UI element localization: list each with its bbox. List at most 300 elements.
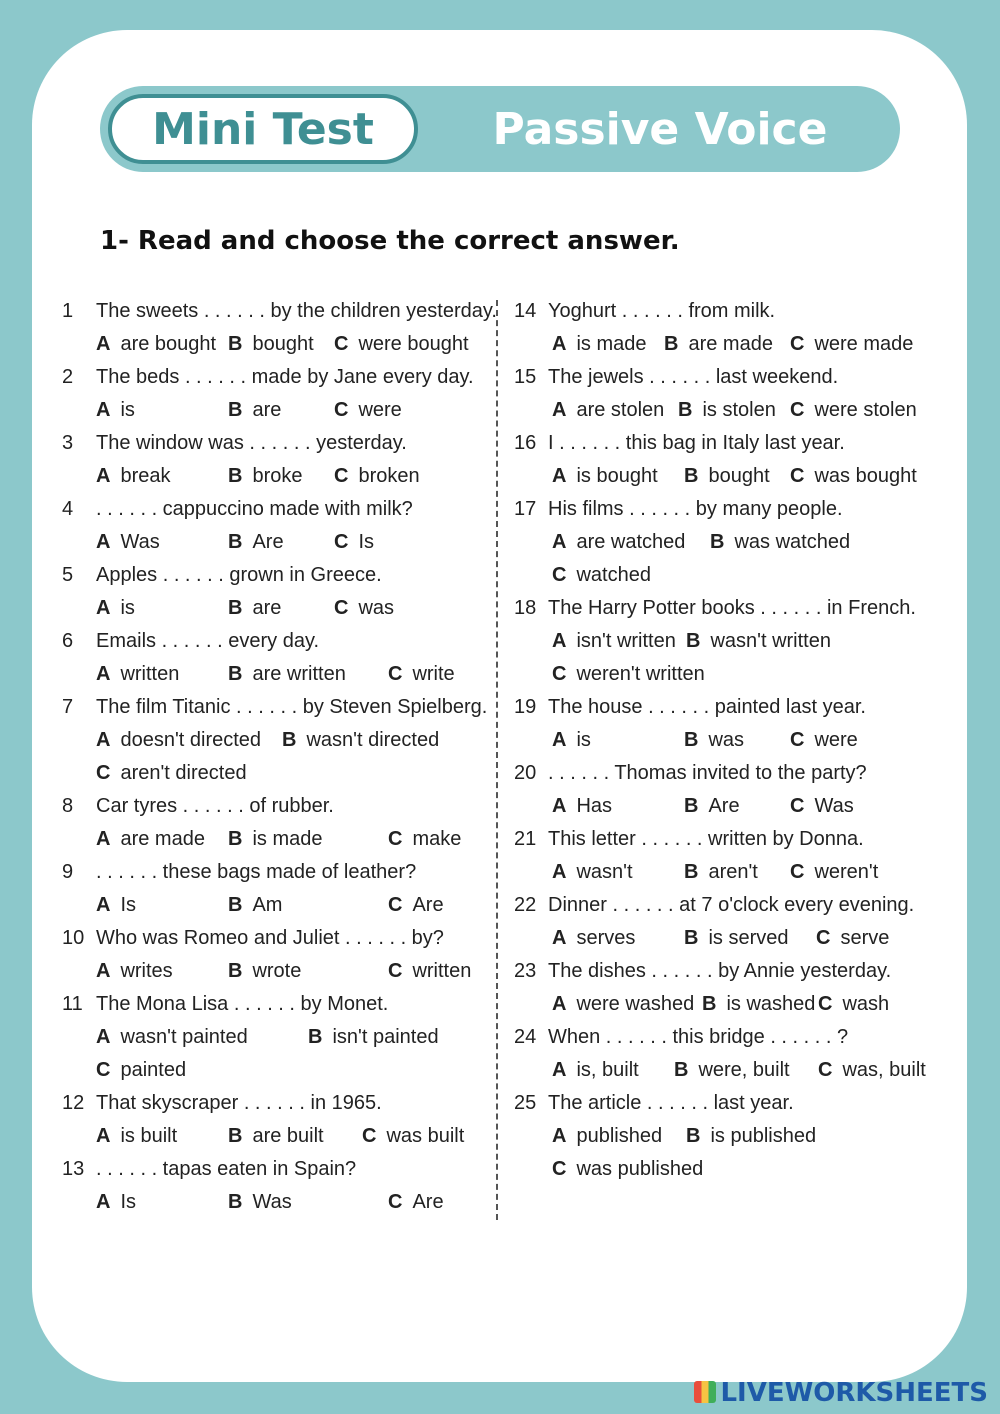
question-number: 20 (514, 762, 537, 784)
option-letter: B (674, 1059, 689, 1081)
question-number: 19 (514, 696, 537, 718)
option-letter: A (96, 663, 111, 685)
answer-options-row (514, 526, 934, 559)
option-letter: C (334, 399, 349, 421)
option-text: is washed (726, 993, 816, 1015)
question-text: When . . . . . . this bridge . . . . . . ? (548, 1026, 849, 1048)
answer-option-c[interactable] (334, 460, 420, 493)
question-text: The house . . . . . . painted last year. (548, 696, 866, 718)
question-1 (62, 295, 497, 328)
option-text: wasn't painted (120, 1026, 248, 1048)
option-text: is built (120, 1125, 178, 1147)
question-text: The article . . . . . . last year. (548, 1092, 794, 1114)
option-letter: A (96, 465, 111, 487)
question-text: Apples . . . . . . grown in Greece. (96, 564, 382, 586)
answer-option-b[interactable] (684, 922, 788, 955)
answer-options-row (514, 394, 934, 427)
option-letter: B (228, 894, 243, 916)
question-21 (514, 823, 934, 856)
option-text: are (252, 399, 282, 421)
answer-option-b[interactable] (228, 460, 302, 493)
option-text: were washed (576, 993, 695, 1015)
option-letter: C (790, 399, 805, 421)
option-text: Are (412, 1191, 444, 1213)
column-divider (496, 300, 498, 1220)
answer-options-row (514, 790, 934, 823)
answer-option-a[interactable] (552, 460, 658, 493)
instruction-heading: 1- Read and choose the correct answer. (100, 226, 680, 256)
answer-option-a[interactable] (552, 988, 694, 1021)
option-letter: B (228, 597, 243, 619)
option-text: was (358, 597, 395, 619)
answer-option-a[interactable] (552, 394, 664, 427)
answer-option-b[interactable] (228, 1120, 324, 1153)
option-text: Is (120, 894, 137, 916)
answer-option-a[interactable] (552, 724, 591, 757)
option-text: painted (120, 1059, 187, 1081)
answer-options-row (62, 394, 487, 427)
answer-option-c[interactable] (790, 724, 858, 757)
answer-option-b[interactable] (678, 394, 776, 427)
answer-option-c[interactable] (790, 790, 854, 823)
option-letter: B (702, 993, 717, 1015)
title-passive-voice: Passive Voice (492, 103, 828, 155)
option-letter: C (388, 1191, 403, 1213)
option-text: is made (252, 828, 323, 850)
question-text: The window was . . . . . . yesterday. (96, 432, 407, 454)
question-text: Dinner . . . . . . at 7 o'clock every evening. (548, 894, 915, 916)
option-letter: B (686, 1125, 701, 1147)
answer-option-c[interactable] (334, 526, 374, 559)
answer-options-row (62, 823, 487, 856)
answer-option-c[interactable] (790, 394, 917, 427)
option-letter: C (362, 1125, 377, 1147)
question-16 (514, 427, 934, 460)
question-text: Yoghurt . . . . . . from milk. (548, 300, 776, 322)
answer-option-b[interactable] (228, 823, 322, 856)
option-letter: B (228, 960, 243, 982)
option-letter: A (96, 828, 111, 850)
answer-option-c[interactable] (552, 1153, 703, 1186)
question-number: 5 (62, 564, 74, 586)
answer-option-c[interactable] (334, 328, 469, 361)
answer-options-row (62, 526, 487, 559)
answer-option-c[interactable] (334, 394, 402, 427)
question-8 (62, 790, 487, 823)
option-letter: C (790, 729, 805, 751)
option-text: is made (576, 333, 647, 355)
option-letter: B (684, 795, 699, 817)
option-text: aren't (708, 861, 758, 883)
answer-option-a[interactable] (96, 658, 179, 691)
answer-options-row (514, 328, 934, 361)
option-letter: A (552, 795, 567, 817)
question-3 (62, 427, 487, 460)
answer-option-b[interactable] (228, 328, 314, 361)
option-letter: B (678, 399, 693, 421)
answer-option-b[interactable] (684, 856, 758, 889)
option-text: was published (576, 1158, 704, 1180)
option-letter: B (228, 531, 243, 553)
answer-options-row (514, 625, 934, 658)
option-letter: C (334, 597, 349, 619)
option-text: watched (576, 564, 651, 586)
question-number: 17 (514, 498, 537, 520)
answer-option-b[interactable] (228, 592, 281, 625)
question-number: 15 (514, 366, 537, 388)
answer-option-b[interactable] (674, 1054, 790, 1087)
answer-options-row (62, 328, 487, 361)
question-number: 4 (62, 498, 74, 520)
answer-option-c[interactable] (552, 658, 705, 691)
answer-options-row (62, 592, 487, 625)
option-text: are watched (576, 531, 686, 553)
option-text: Am (252, 894, 283, 916)
answer-option-a[interactable] (96, 1186, 136, 1219)
question-text: Car tyres . . . . . . of rubber. (96, 795, 334, 817)
option-text: are made (120, 828, 205, 850)
option-text: is, built (576, 1059, 639, 1081)
answer-options-row (62, 1186, 487, 1219)
option-letter: B (308, 1026, 323, 1048)
option-letter: A (552, 927, 567, 949)
question-number: 14 (514, 300, 537, 322)
option-text: bought (252, 333, 314, 355)
question-23 (514, 955, 934, 988)
question-14 (514, 295, 934, 328)
option-letter: B (710, 531, 725, 553)
answer-option-a[interactable] (96, 1021, 248, 1054)
question-20 (514, 757, 934, 790)
answer-option-c[interactable] (388, 955, 471, 988)
option-text: write (412, 663, 455, 685)
option-letter: C (388, 960, 403, 982)
answer-option-c[interactable] (96, 1054, 186, 1087)
question-2 (62, 361, 487, 394)
question-number: 7 (62, 696, 74, 718)
option-text: is (120, 399, 135, 421)
answer-option-b[interactable] (228, 526, 284, 559)
answer-option-a[interactable] (552, 1054, 639, 1087)
question-number: 8 (62, 795, 74, 817)
answer-option-c[interactable] (818, 1054, 926, 1087)
question-text: The sweets . . . . . . by the children yesterday. (96, 300, 497, 322)
question-text: The Harry Potter books . . . . . . in French. (548, 597, 916, 619)
question-text: This letter . . . . . . written by Donna. (548, 828, 864, 850)
answer-options-row (62, 757, 487, 790)
answer-options-row (62, 724, 487, 757)
answer-option-a[interactable] (96, 328, 216, 361)
option-text: wash (842, 993, 890, 1015)
answer-options-row (514, 460, 934, 493)
answer-option-b[interactable] (684, 460, 770, 493)
option-text: are made (688, 333, 773, 355)
answer-option-c[interactable] (790, 460, 917, 493)
answer-option-a[interactable] (552, 526, 685, 559)
answer-option-c[interactable] (790, 856, 878, 889)
option-text: is (576, 729, 591, 751)
option-letter: C (334, 333, 349, 355)
question-5 (62, 559, 487, 592)
option-text: wasn't written (710, 630, 831, 652)
option-letter: C (388, 828, 403, 850)
question-number: 3 (62, 432, 74, 454)
answer-option-a[interactable] (96, 724, 261, 757)
answer-options-row (62, 955, 487, 988)
option-letter: B (684, 861, 699, 883)
option-text: is bought (576, 465, 658, 487)
option-text: is served (708, 927, 789, 949)
option-text: are bought (120, 333, 217, 355)
option-letter: A (552, 333, 567, 355)
question-text: . . . . . . Thomas invited to the party? (548, 762, 867, 784)
answer-option-c[interactable] (362, 1120, 464, 1153)
question-4 (62, 493, 487, 526)
answer-option-a[interactable] (96, 394, 135, 427)
answer-option-a[interactable] (96, 1120, 177, 1153)
option-text: are written (252, 663, 346, 685)
option-letter: A (96, 960, 111, 982)
option-text: isn't written (576, 630, 676, 652)
option-text: is stolen (702, 399, 776, 421)
question-number: 12 (62, 1092, 85, 1114)
question-17 (514, 493, 934, 526)
answer-options-row (62, 658, 487, 691)
answer-option-b[interactable] (228, 394, 281, 427)
option-letter: A (552, 1059, 567, 1081)
option-letter: C (96, 762, 111, 784)
option-text: are stolen (576, 399, 665, 421)
option-text: were made (814, 333, 914, 355)
option-letter: A (96, 399, 111, 421)
answer-option-a[interactable] (96, 592, 135, 625)
option-letter: C (790, 795, 805, 817)
option-text: weren't written (576, 663, 705, 685)
option-letter: C (790, 333, 805, 355)
answer-option-a[interactable] (552, 856, 633, 889)
question-number: 21 (514, 828, 537, 850)
option-letter: A (552, 729, 567, 751)
answer-option-c[interactable] (790, 328, 913, 361)
answer-options-row (62, 1054, 487, 1087)
question-text: . . . . . . cappuccino made with milk? (96, 498, 413, 520)
option-letter: C (552, 663, 567, 685)
question-number: 13 (62, 1158, 85, 1180)
answer-option-b[interactable] (228, 658, 346, 691)
option-text: weren't (814, 861, 879, 883)
answer-option-c[interactable] (334, 592, 394, 625)
option-text: Is (358, 531, 375, 553)
option-letter: A (96, 1191, 111, 1213)
question-18 (514, 592, 934, 625)
question-number: 24 (514, 1026, 537, 1048)
option-text: were stolen (814, 399, 917, 421)
answer-options-row (62, 1120, 487, 1153)
option-letter: B (228, 1125, 243, 1147)
answer-option-b[interactable] (308, 1021, 439, 1054)
question-number: 10 (62, 927, 85, 949)
answer-option-c[interactable] (388, 889, 444, 922)
option-letter: A (552, 861, 567, 883)
question-13 (62, 1153, 487, 1186)
question-text: The beds . . . . . . made by Jane every day. (96, 366, 474, 388)
question-number: 22 (514, 894, 537, 916)
option-letter: B (282, 729, 297, 751)
option-letter: B (228, 465, 243, 487)
question-number: 1 (62, 300, 74, 322)
option-text: are built (252, 1125, 324, 1147)
option-text: isn't painted (332, 1026, 439, 1048)
answer-options-row (514, 1054, 934, 1087)
question-number: 6 (62, 630, 74, 652)
option-letter: A (96, 531, 111, 553)
answer-option-b[interactable] (228, 955, 301, 988)
answer-option-a[interactable] (96, 526, 160, 559)
question-15 (514, 361, 934, 394)
option-text: wasn't (576, 861, 633, 883)
answer-option-a[interactable] (552, 625, 676, 658)
question-9 (62, 856, 487, 889)
answer-options-row (62, 1021, 487, 1054)
answer-option-c[interactable] (816, 922, 889, 955)
option-text: Are (252, 531, 284, 553)
answer-option-b[interactable] (228, 1186, 292, 1219)
question-10 (62, 922, 487, 955)
option-letter: A (552, 993, 567, 1015)
option-text: is (120, 597, 135, 619)
option-text: written (120, 663, 180, 685)
option-text: were (814, 729, 858, 751)
answer-options-row (514, 559, 934, 592)
title-mini-test: Mini Test (108, 94, 418, 164)
question-number: 23 (514, 960, 537, 982)
answer-option-c[interactable] (818, 988, 889, 1021)
question-25 (514, 1087, 934, 1120)
option-letter: A (552, 1125, 567, 1147)
option-text: writes (120, 960, 173, 982)
option-text: broken (358, 465, 420, 487)
option-letter: A (552, 630, 567, 652)
option-text: Was (120, 531, 160, 553)
option-text: serves (576, 927, 636, 949)
option-letter: B (664, 333, 679, 355)
answer-option-a[interactable] (552, 922, 635, 955)
answer-option-b[interactable] (684, 724, 744, 757)
questions-column-left (62, 295, 497, 1219)
option-letter: B (228, 333, 243, 355)
answer-option-a[interactable] (96, 889, 136, 922)
answer-option-b[interactable] (710, 526, 850, 559)
option-letter: A (96, 597, 111, 619)
option-text: Was (252, 1191, 292, 1213)
answer-options-row (62, 889, 487, 922)
option-text: was, built (842, 1059, 926, 1081)
option-letter: B (684, 927, 699, 949)
option-letter: A (96, 894, 111, 916)
answer-option-a[interactable] (96, 955, 173, 988)
option-letter: C (334, 531, 349, 553)
answer-option-b[interactable] (686, 1120, 816, 1153)
answer-option-b[interactable] (664, 328, 773, 361)
option-text: were, built (698, 1059, 790, 1081)
answer-option-b[interactable] (686, 625, 831, 658)
option-text: was watched (734, 531, 851, 553)
option-text: aren't directed (120, 762, 247, 784)
answer-options-row (514, 922, 934, 955)
answer-option-b[interactable] (228, 889, 282, 922)
option-text: Are (412, 894, 444, 916)
option-letter: B (228, 1191, 243, 1213)
option-letter: C (790, 465, 805, 487)
option-letter: B (228, 828, 243, 850)
question-text: The jewels . . . . . . last weekend. (548, 366, 839, 388)
question-12 (62, 1087, 487, 1120)
answer-options-row (514, 988, 934, 1021)
answer-option-c[interactable] (552, 559, 651, 592)
option-letter: C (816, 927, 831, 949)
question-text: Emails . . . . . . every day. (96, 630, 320, 652)
option-text: were (358, 399, 402, 421)
option-letter: A (552, 399, 567, 421)
answer-options-row (514, 1120, 934, 1153)
option-letter: B (686, 630, 701, 652)
question-11 (62, 988, 487, 1021)
option-text: wrote (252, 960, 302, 982)
title-banner (100, 86, 900, 172)
answer-options-row (514, 1153, 934, 1186)
answer-options-row (514, 658, 934, 691)
answer-option-b[interactable] (282, 724, 439, 757)
answer-option-a[interactable] (552, 790, 612, 823)
option-letter: A (96, 333, 111, 355)
answer-options-row (514, 856, 934, 889)
question-number: 25 (514, 1092, 537, 1114)
answer-option-c[interactable] (388, 658, 455, 691)
question-19 (514, 691, 934, 724)
option-text: broke (252, 465, 303, 487)
question-text: The film Titanic . . . . . . by Steven Spielberg. (96, 696, 488, 718)
question-text: I . . . . . . this bag in Italy last year. (548, 432, 845, 454)
option-text: make (412, 828, 462, 850)
option-text: was built (386, 1125, 465, 1147)
answer-option-c[interactable] (388, 823, 461, 856)
question-22 (514, 889, 934, 922)
question-text: The dishes . . . . . . by Annie yesterday. (548, 960, 892, 982)
option-text: was bought (814, 465, 917, 487)
option-text: is published (710, 1125, 817, 1147)
answer-option-a[interactable] (552, 1120, 662, 1153)
option-letter: C (334, 465, 349, 487)
option-letter: C (790, 861, 805, 883)
answer-option-a[interactable] (96, 823, 205, 856)
answer-option-b[interactable] (684, 790, 740, 823)
liveworksheets-logo: LIVEWORKSHEETS (694, 1378, 988, 1408)
answer-options-row (514, 724, 934, 757)
option-text: break (120, 465, 171, 487)
question-7 (62, 691, 487, 724)
answer-option-b[interactable] (702, 988, 815, 1021)
answer-option-c[interactable] (96, 757, 247, 790)
question-24 (514, 1021, 934, 1054)
answer-option-c[interactable] (388, 1186, 444, 1219)
answer-option-a[interactable] (96, 460, 170, 493)
option-letter: B (684, 465, 699, 487)
option-letter: C (552, 1158, 567, 1180)
answer-option-a[interactable] (552, 328, 646, 361)
option-letter: C (818, 993, 833, 1015)
option-text: written (412, 960, 472, 982)
question-text: His films . . . . . . by many people. (548, 498, 843, 520)
